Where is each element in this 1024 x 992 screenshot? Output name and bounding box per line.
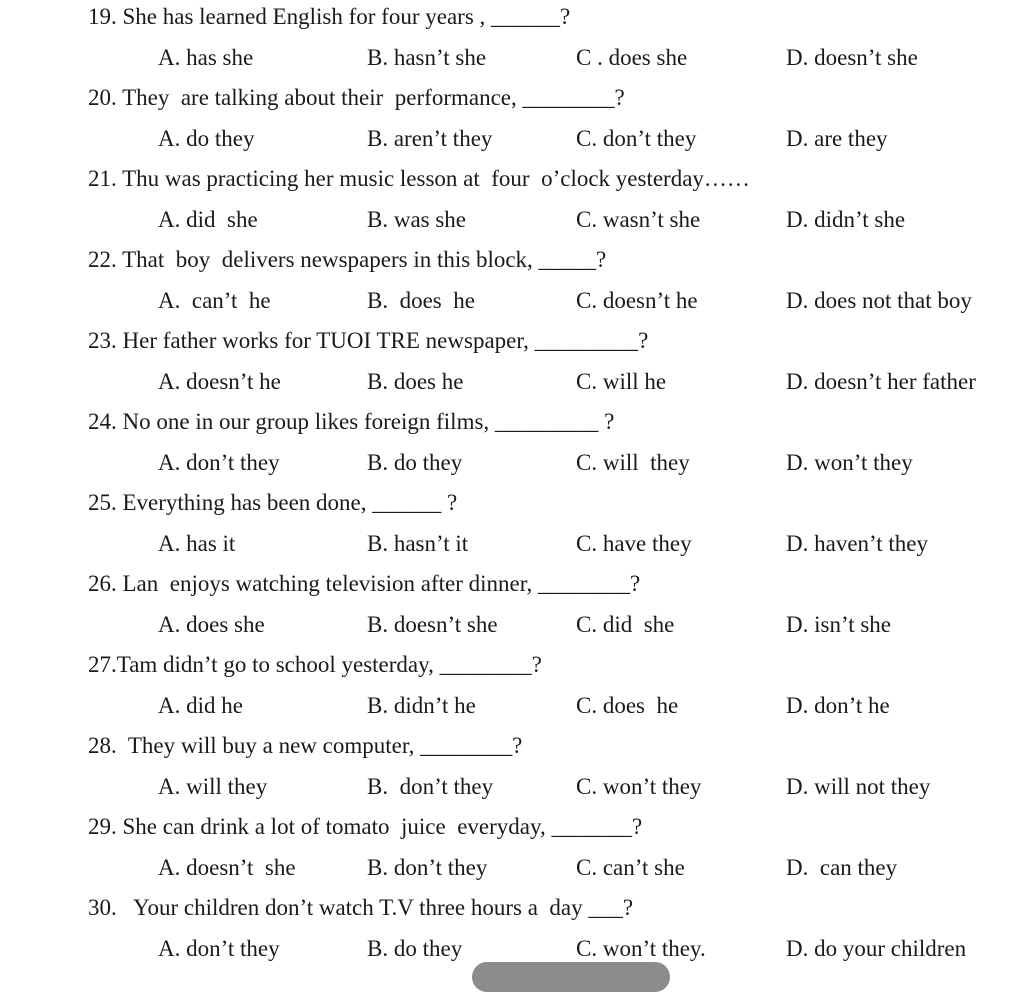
option-d: D. don’t he	[786, 693, 890, 718]
question-21	[88, 164, 1008, 235]
option-d: D. doesn’t her father	[786, 369, 976, 394]
option-c: C. does he	[576, 693, 679, 718]
option-a: A. can’t he	[158, 288, 271, 313]
option-a: A. has she	[158, 45, 254, 70]
option-d: D. does not that boy	[786, 288, 972, 313]
answer-options	[88, 529, 1008, 559]
question-text: 25. Everything has been done, ______ ?	[88, 490, 458, 515]
option-d: D. are they	[786, 126, 888, 151]
question-text: 19. She has learned English for four years , ______?	[88, 4, 571, 29]
option-d: D. haven’t they	[786, 531, 929, 556]
question-28	[88, 731, 1008, 802]
question-text: 24. No one in our group likes foreign films, _________ ?	[88, 409, 615, 434]
option-a: A. don’t they	[158, 936, 280, 961]
option-b: B. was she	[367, 207, 467, 232]
option-b: B. do they	[367, 450, 463, 475]
option-b: B. didn’t he	[367, 693, 476, 718]
question-text: 22. That boy delivers newspapers in this block, _____?	[88, 247, 607, 272]
question-27	[88, 650, 1008, 721]
option-c: C. will they	[576, 450, 690, 475]
question-20	[88, 83, 1008, 154]
option-a: A. do they	[158, 126, 255, 151]
option-d: D. doesn’t she	[786, 45, 918, 70]
option-c: C. wasn’t she	[576, 207, 701, 232]
question-29	[88, 812, 1008, 883]
option-d: D. can they	[786, 855, 898, 880]
question-text: 28. They will buy a new computer, ________?	[88, 733, 523, 758]
option-a: A. did she	[158, 207, 258, 232]
answer-options	[88, 448, 1008, 478]
option-c: C. can’t she	[576, 855, 685, 880]
answer-options	[88, 934, 1008, 964]
question-text: 20. They are talking about their performance, ________?	[88, 85, 625, 110]
question-24	[88, 407, 1008, 478]
option-c: C. don’t they	[576, 126, 697, 151]
option-b: B. doesn’t she	[367, 612, 498, 637]
question-25	[88, 488, 1008, 559]
option-a: A. does she	[158, 612, 265, 637]
question-text: 29. She can drink a lot of tomato juice everyday, _______?	[88, 814, 643, 839]
option-c: C. did she	[576, 612, 675, 637]
option-b: B. do they	[367, 936, 463, 961]
question-text: 26. Lan enjoys watching television after dinner, ________?	[88, 571, 641, 596]
answer-options	[88, 205, 1008, 235]
answer-options	[88, 286, 1008, 316]
option-a: A. doesn’t she	[158, 855, 296, 880]
answer-options	[88, 43, 1008, 73]
option-b: B. does he	[367, 288, 475, 313]
answer-options	[88, 691, 1008, 721]
option-a: A. don’t they	[158, 450, 280, 475]
option-b: B. hasn’t it	[367, 531, 469, 556]
question-text: 30. Your children don’t watch T.V three hours a day ___?	[88, 895, 634, 920]
answer-options	[88, 124, 1008, 154]
scroll-handle[interactable]	[472, 962, 670, 992]
answer-options	[88, 772, 1008, 802]
question-22	[88, 245, 1008, 316]
option-b: B. don’t they	[367, 774, 494, 799]
option-c: C. won’t they.	[576, 936, 706, 961]
question-30	[88, 893, 1008, 964]
option-c: C. won’t they	[576, 774, 702, 799]
answer-options	[88, 367, 1008, 397]
option-c: C . does she	[576, 45, 688, 70]
option-d: D. isn’t she	[786, 612, 891, 637]
question-text: 21. Thu was practicing her music lesson at four o’clock yesterday……	[88, 166, 750, 191]
answer-options	[88, 853, 1008, 883]
option-b: B. don’t they	[367, 855, 488, 880]
question-text: 27.Tam didn’t go to school yesterday, ________?	[88, 652, 542, 677]
option-c: C. doesn’t he	[576, 288, 698, 313]
option-b: B. aren’t they	[367, 126, 493, 151]
option-a: A. doesn’t he	[158, 369, 281, 394]
option-d: D. didn’t she	[786, 207, 906, 232]
option-d: D. do your children	[786, 936, 967, 961]
option-a: A. will they	[158, 774, 268, 799]
answer-options	[88, 610, 1008, 640]
option-c: C. have they	[576, 531, 692, 556]
option-d: D. won’t they	[786, 450, 913, 475]
question-text: 23. Her father works for TUOI TRE newspaper, _________?	[88, 328, 649, 353]
option-a: A. has it	[158, 531, 236, 556]
question-19	[88, 2, 1008, 73]
option-d: D. will not they	[786, 774, 931, 799]
option-a: A. did he	[158, 693, 243, 718]
option-b: B. does he	[367, 369, 464, 394]
option-c: C. will he	[576, 369, 667, 394]
option-b: B. hasn’t she	[367, 45, 487, 70]
question-26	[88, 569, 1008, 640]
question-23	[88, 326, 1008, 397]
